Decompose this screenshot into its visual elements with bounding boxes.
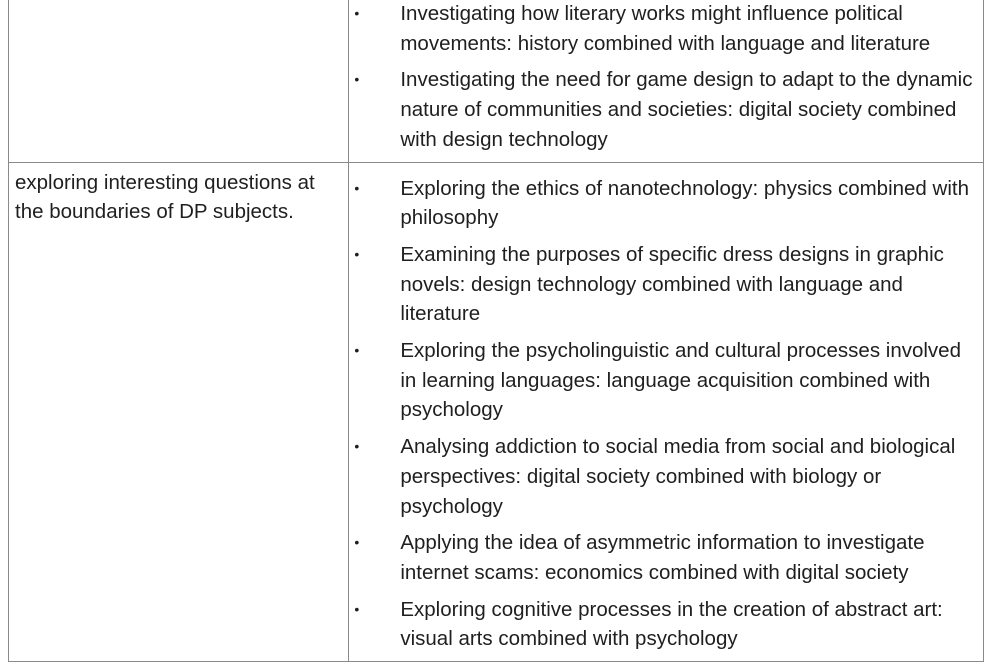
bullet-icon: • bbox=[354, 245, 360, 262]
list-item bbox=[349, 528, 977, 587]
bullet-icon: • bbox=[354, 5, 360, 21]
bullet-list bbox=[349, 0, 983, 155]
list-item-text: Applying the idea of asymmetric information to investigate internet scams: economics combined with digital society bbox=[400, 531, 925, 584]
list-item-text: Exploring the psycholinguistic and cultural processes involved in learning languages: language acquisition combined with psychology bbox=[400, 339, 961, 422]
bullet-icon: • bbox=[354, 438, 360, 455]
list-item-text: Investigating how literary works might influence political movements: history combined with language and literature bbox=[400, 2, 931, 55]
left-cell-text: exploring interesting questions at the boundaries of DP subjects. bbox=[15, 170, 315, 224]
list-item bbox=[349, 595, 977, 654]
list-item bbox=[349, 336, 977, 425]
list-item-text: Analysing addiction to social media from social and biological perspectives: digital society combined with biology or psychology bbox=[400, 435, 956, 518]
list-item-text: Exploring the ethics of nanotechnology: physics combined with philosophy bbox=[400, 176, 969, 230]
left-cell bbox=[9, 162, 349, 662]
right-cell bbox=[349, 162, 984, 662]
list-item-text: Investigating the need for game design to adapt to the dynamic nature of communities and societies: digital society combined with design technology bbox=[400, 68, 973, 151]
left-cell-text bbox=[9, 0, 348, 4]
bullet-icon: • bbox=[354, 71, 360, 88]
list-item-text: Examining the purposes of specific dress designs in graphic novels: design technology combined with language and literature bbox=[400, 242, 944, 326]
list-item-text: Exploring cognitive processes in the creation of abstract art: visual arts combined with psychology bbox=[400, 597, 943, 651]
list-item bbox=[349, 240, 977, 329]
list-item bbox=[349, 432, 977, 521]
content-table bbox=[8, 0, 984, 662]
bullet-icon: • bbox=[354, 342, 360, 359]
list-item bbox=[349, 65, 977, 154]
bullet-icon: • bbox=[354, 600, 360, 617]
bullet-icon: • bbox=[354, 534, 360, 551]
table-row bbox=[9, 0, 984, 162]
list-item bbox=[349, 174, 977, 233]
left-cell bbox=[9, 0, 349, 162]
bullet-list bbox=[349, 163, 983, 655]
bullet-icon: • bbox=[354, 179, 360, 196]
list-item bbox=[349, 0, 977, 58]
right-cell bbox=[349, 0, 984, 162]
table-row bbox=[9, 162, 984, 662]
